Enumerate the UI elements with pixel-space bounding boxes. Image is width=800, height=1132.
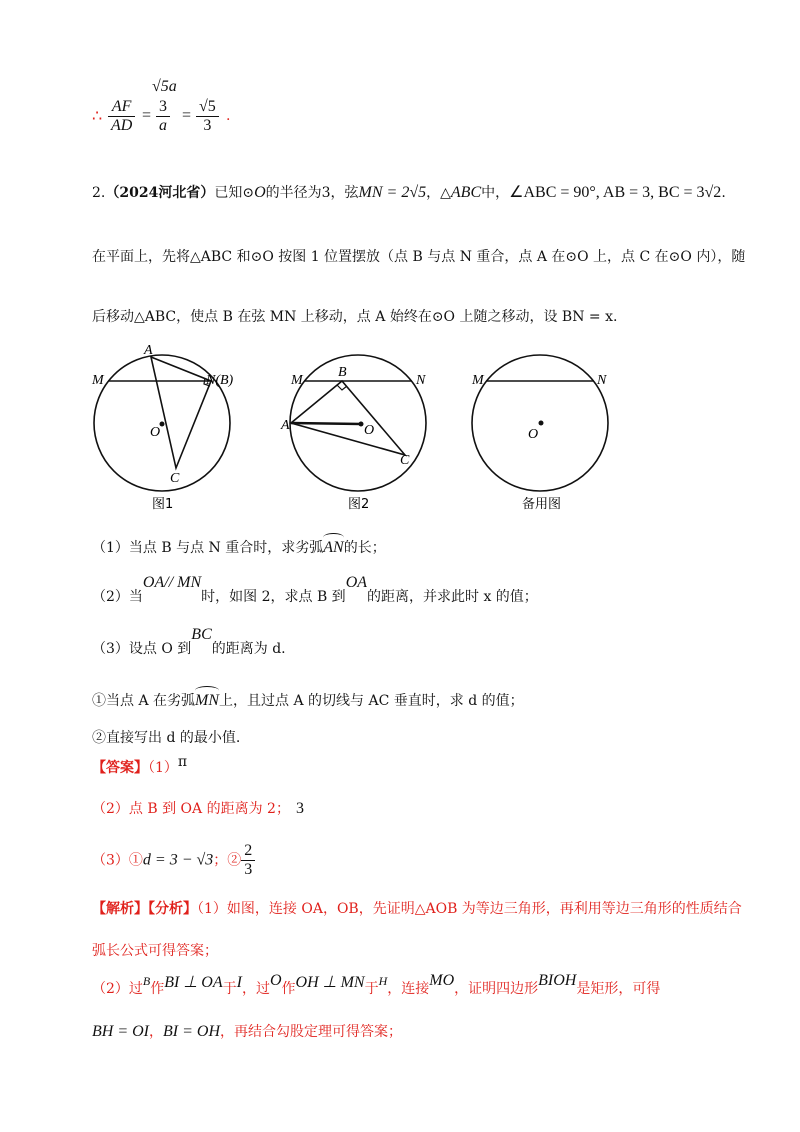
math-mo: MO <box>429 972 455 989</box>
label-nb: N(B) <box>206 373 234 388</box>
answer-3-fraction <box>241 842 255 879</box>
math-b: B <box>142 974 151 988</box>
text: 已知⊙ <box>214 185 255 201</box>
label-m: M <box>92 373 104 388</box>
text: ，证明四边形 <box>454 981 539 997</box>
text: （2）点 B 到 OA 的距离为 2； <box>92 801 290 817</box>
text: . <box>721 185 726 201</box>
text: （2）当 <box>92 589 143 605</box>
label-o: O <box>364 423 375 438</box>
math-oa-parallel-mn: OA// MN <box>142 574 202 591</box>
rhs-denominator: 3 <box>203 117 212 134</box>
text: （2）过 <box>92 981 143 997</box>
text: （1）当点 B 与点 N 重合时，求劣弧 <box>92 540 324 556</box>
fraction-3-a <box>156 98 170 135</box>
question-3 <box>92 626 286 658</box>
label-o: O <box>150 425 161 440</box>
fraction-af-ad <box>108 98 135 135</box>
text: （1）如图，连接 OA，OB，先证明△AOB 为等边三角形，再利用等边三角形的性质结合 <box>197 901 742 917</box>
answer-2-value: 3 <box>295 800 304 817</box>
text: ，过 <box>241 981 270 997</box>
label-m: M <box>472 373 484 388</box>
text: ；② <box>213 852 242 869</box>
answer-line-2 <box>92 798 304 818</box>
text: 是矩形，可得 <box>576 981 661 997</box>
text: ①当点 A 在劣弧 <box>92 693 196 709</box>
center-o-1 <box>160 422 165 427</box>
math-mn: MN = 2√5 <box>358 184 427 201</box>
label-b: B <box>338 365 347 380</box>
text: （3）① <box>92 852 143 869</box>
problem-number: 2. <box>92 185 106 201</box>
arc-an: AN <box>323 535 343 557</box>
figure-3 <box>471 355 608 512</box>
math-O: O <box>254 184 266 201</box>
text: ，连接 <box>387 981 430 997</box>
analysis-line-1 <box>92 898 742 918</box>
equals-2: = <box>182 107 192 124</box>
math-i: I <box>236 974 242 991</box>
math-h: H <box>378 974 388 988</box>
label-c: C <box>170 471 180 486</box>
figures <box>80 340 640 520</box>
answer-line-3 <box>92 842 255 879</box>
analysis-line-4 <box>92 1021 402 1041</box>
answer-tag: 【答案】 <box>92 760 148 776</box>
math-o: O <box>269 972 282 989</box>
figure-2-caption: 图2 <box>348 497 370 512</box>
math-oh-perp-mn: OH ⊥ MN <box>295 974 365 991</box>
text: 的长； <box>343 540 386 556</box>
rhs-numerator: √5 <box>196 98 219 117</box>
problem-line-3: 后移动△ABC，使点 B 在弦 MN 上移动，点 A 始终在⊙O 上随之移动，设 BN = x. <box>92 309 618 325</box>
problem-line-1 <box>92 182 726 202</box>
analysis-tag: 【解析】【分析】 <box>92 901 197 917</box>
lhs-numerator: AF <box>108 98 135 117</box>
label-n: N <box>416 373 426 388</box>
math-bi-perp-oa: BI ⊥ OA <box>164 974 223 991</box>
label-a: A <box>281 418 290 433</box>
answer-line-1 <box>92 754 188 777</box>
text: 于 <box>222 981 237 997</box>
text: （3）设点 O 到 <box>92 641 192 657</box>
text: 作 <box>150 981 165 997</box>
fraction-denominator: 3 <box>244 861 253 878</box>
problem-line-2: 在平面上，先将△ABC 和⊙O 按图 1 位置摆放（点 B 与点 N 重合，点 A 在⊙O 上，点 C 在⊙O 内），随 <box>92 249 746 265</box>
math-oa: OA <box>345 574 368 591</box>
label-m: M <box>291 373 303 388</box>
math-bi-eq-oh: BI = OH <box>163 1023 221 1040</box>
text: ， <box>149 1024 164 1040</box>
label-a: A <box>144 343 153 358</box>
label-o: O <box>528 427 539 442</box>
triangle-abc-1 <box>151 357 211 468</box>
mid-denominator: a <box>159 117 167 134</box>
figure-2 <box>280 355 426 512</box>
answer-3-value: d = 3 − √3 <box>142 851 214 869</box>
text: ，再结合勾股定理可得答案； <box>220 1024 403 1040</box>
therefore-sign: ∴ <box>92 106 103 125</box>
label-c: C <box>400 453 410 468</box>
triangle-abc-2 <box>291 381 405 455</box>
figure-3-caption: 备用图 <box>522 497 562 512</box>
question-2 <box>92 574 538 606</box>
figure-1 <box>91 343 234 512</box>
question-1 <box>92 535 386 557</box>
center-o-3 <box>539 421 544 426</box>
fraction-root5-3 <box>196 98 219 135</box>
center-o-2 <box>359 422 364 427</box>
mid-top-expr: √5a <box>152 78 177 95</box>
fraction-numerator: 2 <box>241 842 255 861</box>
math-abc: ABC <box>450 184 482 201</box>
text: 中， <box>481 185 510 201</box>
math-bc: BC <box>191 626 212 643</box>
figure-1-caption: 图1 <box>152 497 174 512</box>
text: （1） <box>148 760 178 776</box>
text: ，△ <box>426 185 451 201</box>
equals-1: = <box>142 107 152 124</box>
arc-mn: MN <box>195 688 219 710</box>
mid-numerator: 3 <box>156 98 170 117</box>
period: . <box>226 108 231 124</box>
text: 时，如图 2，求点 B 到 <box>201 589 346 605</box>
math-bioh: BIOH <box>538 972 577 989</box>
text: 的距离，并求此时 x 的值； <box>367 589 538 605</box>
label-n: N <box>597 373 607 388</box>
question-3-2: ②直接写出 d 的最小值. <box>92 730 241 746</box>
lhs-denominator: AD <box>111 117 133 134</box>
analysis-line-2: 弧长公式可得答案； <box>92 943 218 959</box>
math-conditions: ∠ABC = 90°, AB = 3, BC = 3√2 <box>509 184 722 201</box>
text: 的半径为3，弦 <box>265 185 359 201</box>
problem-source: （2024河北省） <box>105 185 215 201</box>
text: 上，且过点 A 的切线与 AC 垂直时，求 d 的值； <box>219 693 524 709</box>
text: 的距离为 d. <box>211 641 286 657</box>
math-bh-eq-oi: BH = OI <box>92 1023 150 1040</box>
analysis-line-3 <box>92 972 661 998</box>
question-3-1 <box>92 688 524 710</box>
text: 作 <box>281 981 296 997</box>
segment-ao <box>291 423 361 424</box>
text: 于 <box>364 981 379 997</box>
answer-1-value: π <box>177 754 188 770</box>
